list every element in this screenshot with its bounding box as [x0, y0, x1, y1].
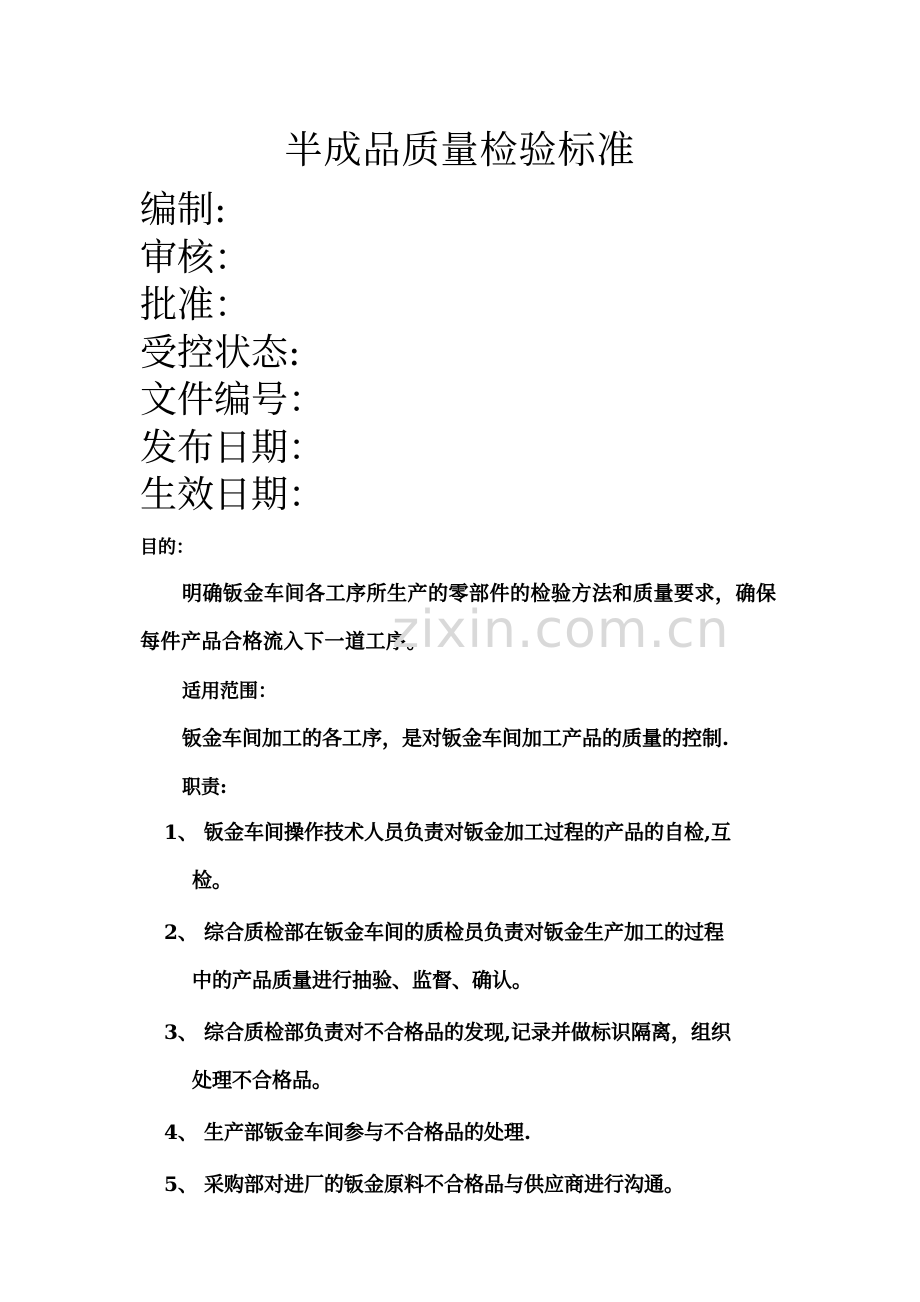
item-text-line1: 钣金车间操作技术人员负责对钣金加工过程的产品的自检,互	[204, 820, 731, 844]
scope-heading: 适用范围：	[182, 680, 278, 702]
item-number: 3、	[164, 1020, 198, 1044]
responsibility-list	[164, 808, 804, 1212]
responsibility-item	[164, 1108, 804, 1156]
field-document-number: 文件编号：	[140, 378, 325, 421]
watermark: zixin.com.cn	[392, 600, 730, 660]
item-text-line2: 处理不合格品。	[192, 1068, 332, 1092]
scope-text: 钣金车间加工的各工序，是对钣金车间加工产品的质量的控制.	[182, 726, 729, 750]
item-text-line1: 生产部钣金车间参与不合格品的处理.	[204, 1120, 531, 1144]
item-text-line1: 采购部对进厂的钣金原料不合格品与供应商进行沟通。	[204, 1172, 684, 1196]
item-text-line2: 检。	[192, 868, 232, 892]
item-text-line2: 中的产品质量进行抽验、监督、确认。	[192, 968, 532, 992]
item-number: 4、	[164, 1120, 198, 1144]
field-control-status: 受控状态:	[140, 330, 301, 374]
item-text-line1: 综合质检部负责对不合格品的发现,记录并做标识隔离，组织	[204, 1020, 731, 1044]
responsibility-item	[164, 1160, 804, 1208]
field-reviewed-by: 审核：	[140, 235, 251, 279]
document-title: 半成品质量检验标准	[284, 128, 636, 172]
field-compiled-by: 编制:	[140, 188, 227, 231]
responsibility-item	[164, 1008, 804, 1104]
responsibility-item	[164, 908, 804, 1004]
responsibility-heading: 职责:	[182, 776, 228, 798]
field-issue-date: 发布日期：	[140, 425, 325, 469]
responsibility-item	[164, 808, 804, 904]
item-number: 2、	[164, 920, 198, 944]
field-effective-date: 生效日期：	[140, 473, 325, 516]
purpose-heading: 目的：	[140, 537, 194, 558]
item-number: 1、	[164, 820, 198, 844]
approval-fields	[140, 186, 325, 519]
field-approved-by: 批准：	[140, 283, 251, 326]
purpose-text: 明确钣金车间各工序所生产的零部件的检验方法和质量要求，确保每件产品合格流入下一道工序。	[140, 581, 777, 653]
item-number: 5、	[164, 1172, 198, 1196]
item-text-line1: 综合质检部在钣金车间的质检员负责对钣金生产加工的过程	[204, 920, 724, 944]
